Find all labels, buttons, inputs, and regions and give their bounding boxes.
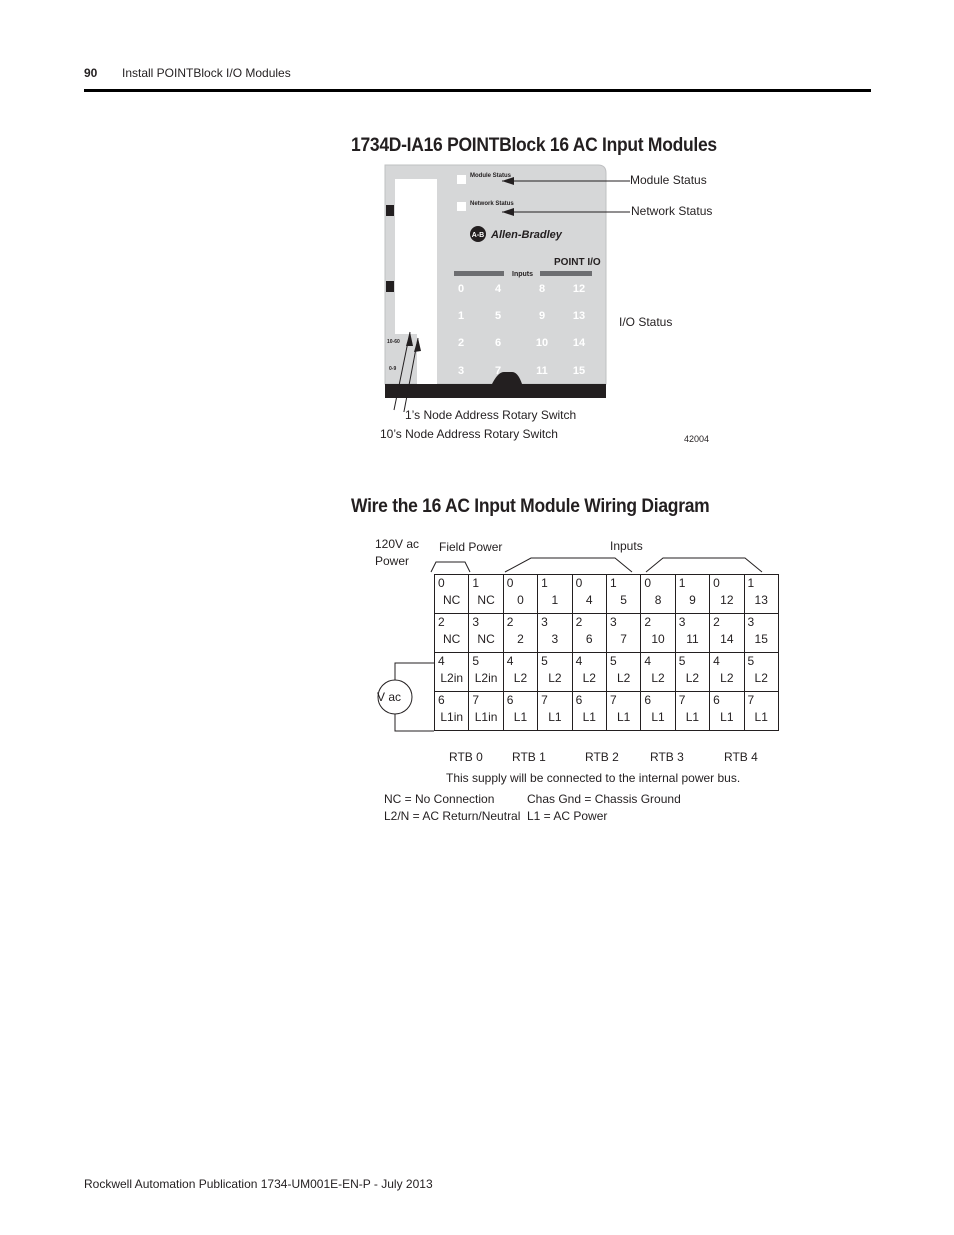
terminal-signal: 9	[689, 593, 696, 607]
inputs-bar-right	[540, 271, 592, 276]
terminal-cell	[641, 614, 675, 653]
terminal-signal: L2	[651, 671, 665, 685]
io-status-number: 8	[538, 283, 546, 295]
terminal-signal: L1	[582, 710, 596, 724]
terminal-cell	[641, 575, 675, 614]
terminal-signal: 8	[654, 593, 662, 607]
terminal-cell	[572, 575, 606, 614]
terminal-cell	[641, 653, 675, 692]
io-status-number: 9	[538, 310, 546, 322]
terminal-signal: 14	[720, 632, 734, 646]
figure-number: 42004	[684, 434, 710, 444]
terminal-signal: L1	[754, 710, 768, 724]
terminal-signal: 15	[754, 632, 768, 646]
vac-label: V ac	[377, 690, 402, 704]
terminal-row	[435, 692, 779, 731]
terminal-signal: L2in	[440, 671, 464, 685]
terminal-row	[435, 575, 779, 614]
section-title-wiring: Wire the 16 AC Input Module Wiring Diagram	[351, 496, 710, 517]
terminal-cell	[572, 692, 606, 731]
terminal-signal: L1in	[440, 710, 464, 724]
io-status-number: 0	[457, 283, 465, 295]
point-io-logo: POINT I/O	[554, 257, 601, 268]
terminal-cell	[572, 653, 606, 692]
terminal-number: 1	[472, 576, 480, 590]
terminal-cell	[744, 614, 778, 653]
rtb-label: RTB 4	[724, 750, 758, 764]
io-status-number: 15	[572, 365, 586, 377]
rtb-label: RTB 1	[512, 750, 546, 764]
terminal-cell	[435, 692, 469, 731]
terminal-number: 7	[609, 693, 617, 707]
terminal-cell	[641, 692, 675, 731]
terminal-number: 3	[747, 615, 755, 629]
terminal-signal: 1	[551, 593, 559, 607]
terminal-number: 0	[713, 576, 720, 590]
terminal-number: 3	[472, 615, 480, 629]
io-status-number: 10	[535, 337, 549, 349]
terminal-signal: 0	[517, 593, 524, 607]
terminal-signal: 12	[720, 593, 734, 607]
terminal-signal: L1	[720, 710, 734, 724]
terminal-signal: L1	[616, 710, 631, 724]
terminal-signal: L2	[582, 671, 596, 685]
terminal-cell	[606, 653, 640, 692]
terminal-cell	[710, 614, 744, 653]
terminal-number: 1	[609, 576, 617, 590]
terminal-number: 5	[472, 654, 480, 668]
terminal-signal: 10	[651, 632, 665, 646]
terminal-cell	[710, 692, 744, 731]
terminal-number: 1	[678, 576, 686, 590]
terminal-signal: L1	[513, 710, 528, 724]
dial-ones-text: 0-9	[389, 366, 397, 372]
legend-item: Chas Gnd = Chassis Ground	[527, 792, 681, 806]
supply-note: This supply will be connected to the internal power bus.	[446, 771, 741, 785]
terminal-row	[435, 653, 779, 692]
io-status-number: 3	[457, 365, 465, 377]
terminal-signal: L1	[651, 710, 665, 724]
terminal-cell	[503, 614, 537, 653]
io-status-number: 13	[572, 310, 586, 322]
terminal-cell	[469, 575, 503, 614]
section-title-module: 1734D-IA16 POINTBlock 16 AC Input Modules	[351, 135, 717, 156]
terminal-cell	[538, 692, 572, 731]
terminal-cell	[675, 575, 709, 614]
terminal-signal: 6	[585, 632, 593, 646]
terminal-cell	[675, 614, 709, 653]
dial-tens-text: 10-60	[387, 339, 400, 345]
terminal-number: 4	[713, 654, 720, 668]
terminal-signal: NC	[443, 632, 461, 646]
terminal-number: 7	[541, 693, 548, 707]
terminal-number: 3	[609, 615, 617, 629]
terminal-signal: L2	[548, 671, 562, 685]
terminal-cell	[503, 692, 537, 731]
terminal-number: 1	[747, 576, 755, 590]
terminal-cell	[744, 692, 778, 731]
terminal-number: 6	[713, 693, 720, 707]
legend-item: L2/N = AC Return/Neutral	[384, 809, 521, 823]
terminal-cell	[503, 575, 537, 614]
module-illustration	[380, 162, 713, 412]
rtb-label: RTB 2	[585, 750, 619, 764]
terminal-number: 2	[575, 615, 583, 629]
terminal-signal: 13	[754, 593, 768, 607]
terminal-number: 3	[678, 615, 686, 629]
terminal-number: 4	[644, 654, 652, 668]
terminal-signal: L2	[754, 671, 768, 685]
terminal-signal: 2	[517, 632, 524, 646]
terminal-number: 4	[438, 654, 445, 668]
terminal-cell	[710, 653, 744, 692]
terminal-number: 5	[747, 654, 755, 668]
rtb-label: RTB 0	[449, 750, 483, 764]
terminal-cell	[538, 653, 572, 692]
module-status-text: Module Status	[470, 173, 512, 179]
legend-item: NC = No Connection	[384, 792, 495, 806]
terminal-signal: NC	[443, 593, 461, 607]
terminal-number: 2	[713, 615, 720, 629]
terminal-number: 2	[644, 615, 652, 629]
terminal-signal: 3	[551, 632, 559, 646]
terminal-cell	[435, 653, 469, 692]
io-status-number: 6	[494, 337, 502, 349]
terminal-signal: L2	[720, 671, 734, 685]
terminal-number: 1	[541, 576, 548, 590]
inputs-text: Inputs	[512, 271, 533, 278]
io-status-number: 1	[457, 310, 465, 322]
terminal-number: 2	[438, 615, 445, 629]
io-status-number: 2	[457, 337, 465, 349]
terminal-number: 6	[506, 693, 514, 707]
callout-tens-switch: 10’s Node Address Rotary Switch	[380, 427, 558, 441]
callout-module-status: Module Status	[630, 173, 707, 187]
field-power-label: Field Power	[439, 540, 503, 554]
network-status-text: Network Status	[470, 201, 514, 207]
rtb-label: RTB 3	[650, 750, 684, 764]
terminal-number: 3	[541, 615, 548, 629]
terminal-cell	[744, 575, 778, 614]
terminal-number: 7	[747, 693, 755, 707]
terminal-cell	[469, 692, 503, 731]
terminal-cell	[606, 692, 640, 731]
terminal-number: 6	[575, 693, 583, 707]
terminal-number: 5	[678, 654, 686, 668]
io-status-number: 4	[494, 283, 502, 295]
terminal-cell	[744, 653, 778, 692]
terminal-signal: L2	[616, 671, 631, 685]
terminal-number: 6	[644, 693, 652, 707]
terminal-cell	[572, 614, 606, 653]
terminal-signal: NC	[477, 593, 495, 607]
io-status-number: 11	[536, 365, 548, 377]
terminal-cell	[606, 575, 640, 614]
terminal-cell	[538, 575, 572, 614]
running-header: Install POINTBlock I/O Modules	[122, 66, 291, 80]
terminal-number: 5	[609, 654, 617, 668]
callout-io-status: I/O Status	[619, 315, 673, 329]
terminal-number: 7	[472, 693, 480, 707]
callout-ones-switch: 1’s Node Address Rotary Switch	[405, 408, 577, 422]
terminal-cell	[469, 614, 503, 653]
edge-marker	[386, 205, 394, 216]
io-status-number: 14	[572, 337, 586, 349]
terminal-cell	[606, 614, 640, 653]
terminal-signal: 11	[686, 632, 699, 646]
network-status-led	[457, 202, 466, 211]
edge-marker	[386, 281, 394, 292]
terminal-signal: L2	[513, 671, 528, 685]
terminal-number: 5	[541, 654, 548, 668]
terminal-signal: NC	[477, 632, 495, 646]
terminal-number: 4	[575, 654, 583, 668]
terminal-cell	[503, 653, 537, 692]
io-status-number: 12	[572, 283, 586, 295]
terminal-cell	[710, 575, 744, 614]
terminal-number: 6	[438, 693, 445, 707]
terminal-signal: 4	[585, 593, 593, 607]
terminal-cell	[435, 614, 469, 653]
module-status-led	[457, 175, 466, 184]
inputs-label: Inputs	[610, 539, 643, 553]
terminal-row	[435, 614, 779, 653]
terminal-cell	[469, 653, 503, 692]
terminal-number: 0	[506, 576, 514, 590]
page-number: 90	[84, 66, 98, 80]
legend-item: L1 = AC Power	[527, 809, 608, 823]
terminal-block-table	[434, 574, 779, 731]
power-label: 120V ac Power	[375, 537, 420, 568]
footer-publication: Rockwell Automation Publication 1734-UM001E-EN-P - July 2013	[84, 1177, 433, 1191]
terminal-signal: L1	[548, 710, 562, 724]
terminal-cell	[675, 653, 709, 692]
brand-name: Allen-Bradley	[491, 229, 562, 241]
header-rule	[84, 89, 871, 92]
terminal-number: 4	[506, 654, 514, 668]
io-status-number: 5	[494, 310, 502, 322]
svg-text:A-B: A-B	[471, 232, 485, 239]
terminal-cell	[538, 614, 572, 653]
inputs-bar-left	[454, 271, 504, 276]
terminal-number: 0	[575, 576, 583, 590]
terminal-number: 7	[678, 693, 686, 707]
terminal-signal: L1	[685, 710, 700, 724]
terminal-signal: 7	[620, 632, 627, 646]
io-status-number: 7	[494, 365, 502, 377]
terminal-signal: L2	[685, 671, 700, 685]
terminal-cell	[675, 692, 709, 731]
terminal-signal: L2in	[474, 671, 498, 685]
terminal-signal: 5	[620, 593, 627, 607]
terminal-number: 0	[438, 576, 445, 590]
terminal-cell	[435, 575, 469, 614]
callout-network-status: Network Status	[631, 204, 713, 218]
terminal-signal: L1in	[474, 710, 498, 724]
terminal-number: 2	[506, 615, 514, 629]
terminal-number: 0	[644, 576, 652, 590]
